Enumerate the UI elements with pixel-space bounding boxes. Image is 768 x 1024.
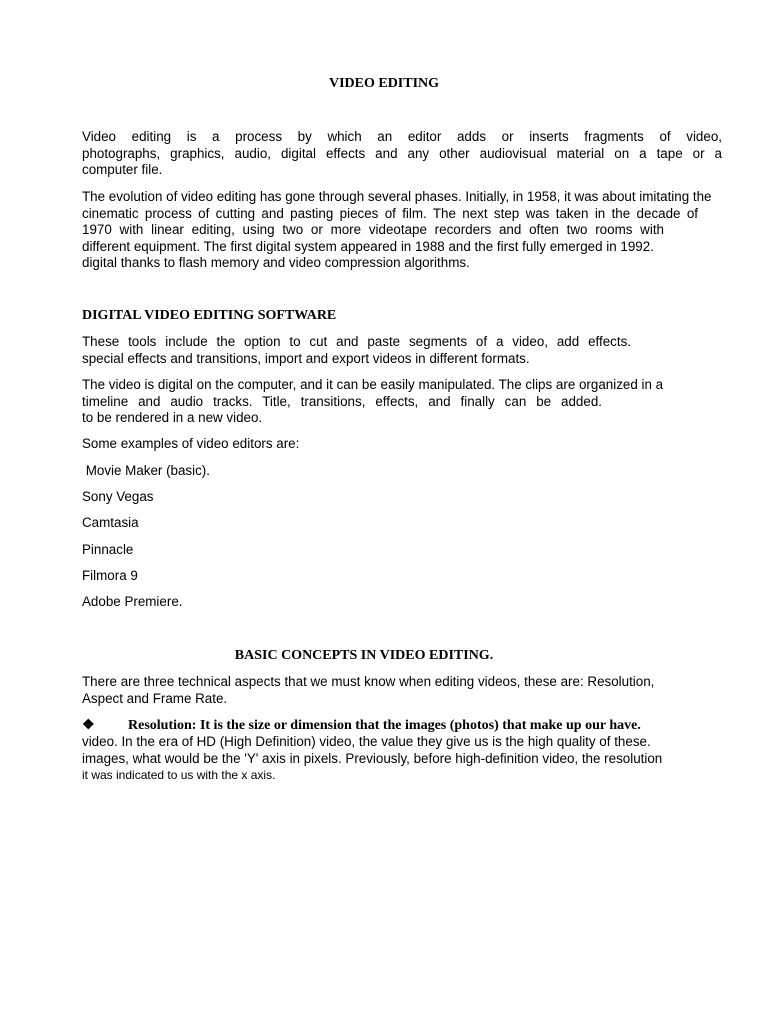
text-line: computer file.	[82, 162, 163, 177]
section-heading-concepts: BASIC CONCEPTS IN VIDEO EDITING.	[234, 648, 494, 663]
bullet-heading: Resolution: It is the size or dimension that the images (photos) that make up our have.	[128, 718, 641, 733]
section-heading-software: DIGITAL VIDEO EDITING SOFTWARE	[82, 308, 337, 323]
text-line: The video is digital on the computer, and it can be easily manipulated. The clips are organized in a	[82, 377, 664, 392]
document-title: VIDEO EDITING	[328, 76, 440, 91]
intro-paragraph-2	[82, 189, 722, 272]
text-line: Aspect and Frame Rate.	[82, 690, 228, 706]
text-line: There are three technical aspects that we must know when editing videos, these are: Resolution,	[82, 674, 655, 689]
list-item: Sony Vegas	[82, 489, 154, 504]
concepts-paragraph-1	[82, 674, 722, 707]
text-line: These tools include the option to cut and paste segments of a video, add effects.	[82, 334, 631, 349]
text-line: to be rendered in a new video.	[82, 410, 263, 425]
text-line: video. In the era of HD (High Definition) video, the value they give us is the high quality of these.	[82, 734, 651, 749]
software-paragraph-1	[82, 334, 722, 367]
text-line: timeline and audio tracks. Title, transitions, effects, and finally can be added.	[82, 393, 602, 409]
text-line: different equipment. The first digital system appeared in 1988 and the first fully emerged in 1992.	[82, 238, 654, 254]
text-line: it was indicated to us with the x axis.	[82, 768, 276, 782]
text-line: Video editing is a process by which an editor adds or inserts fragments of video,	[82, 129, 722, 144]
bullet-heading-row	[82, 717, 641, 734]
list-item: Adobe Premiere.	[82, 594, 183, 609]
text-line: 1970 with linear editing, using two or more videotape recorders and often two rooms with	[82, 222, 664, 237]
resolution-paragraph	[82, 734, 722, 784]
examples-intro: Some examples of video editors are:	[82, 436, 300, 451]
text-line: digital thanks to flash memory and video compression algorithms.	[82, 255, 470, 270]
text-line: images, what would be the 'Y' axis in pixels. Previously, before high-definition video, the resolution	[82, 750, 663, 766]
diamond-bullet-icon: ❖	[82, 718, 95, 733]
intro-paragraph-1	[82, 129, 722, 179]
list-item: Camtasia	[82, 515, 139, 530]
text-line: photographs, graphics, audio, digital effects and any other audiovisual material on a tape or a	[82, 145, 722, 161]
software-paragraph-2	[82, 377, 722, 427]
text-line: The evolution of video editing has gone through several phases. Initially, in 1958, it was about imitating the	[82, 189, 712, 204]
text-line: cinematic process of cutting and pasting pieces of film. The next step was taken in the decade of	[82, 205, 698, 221]
list-item: Pinnacle	[82, 542, 134, 557]
list-item: Filmora 9	[82, 568, 138, 583]
list-item: Movie Maker (basic).	[82, 463, 210, 478]
text-line: special effects and transitions, import and export videos in different formats.	[82, 350, 530, 366]
